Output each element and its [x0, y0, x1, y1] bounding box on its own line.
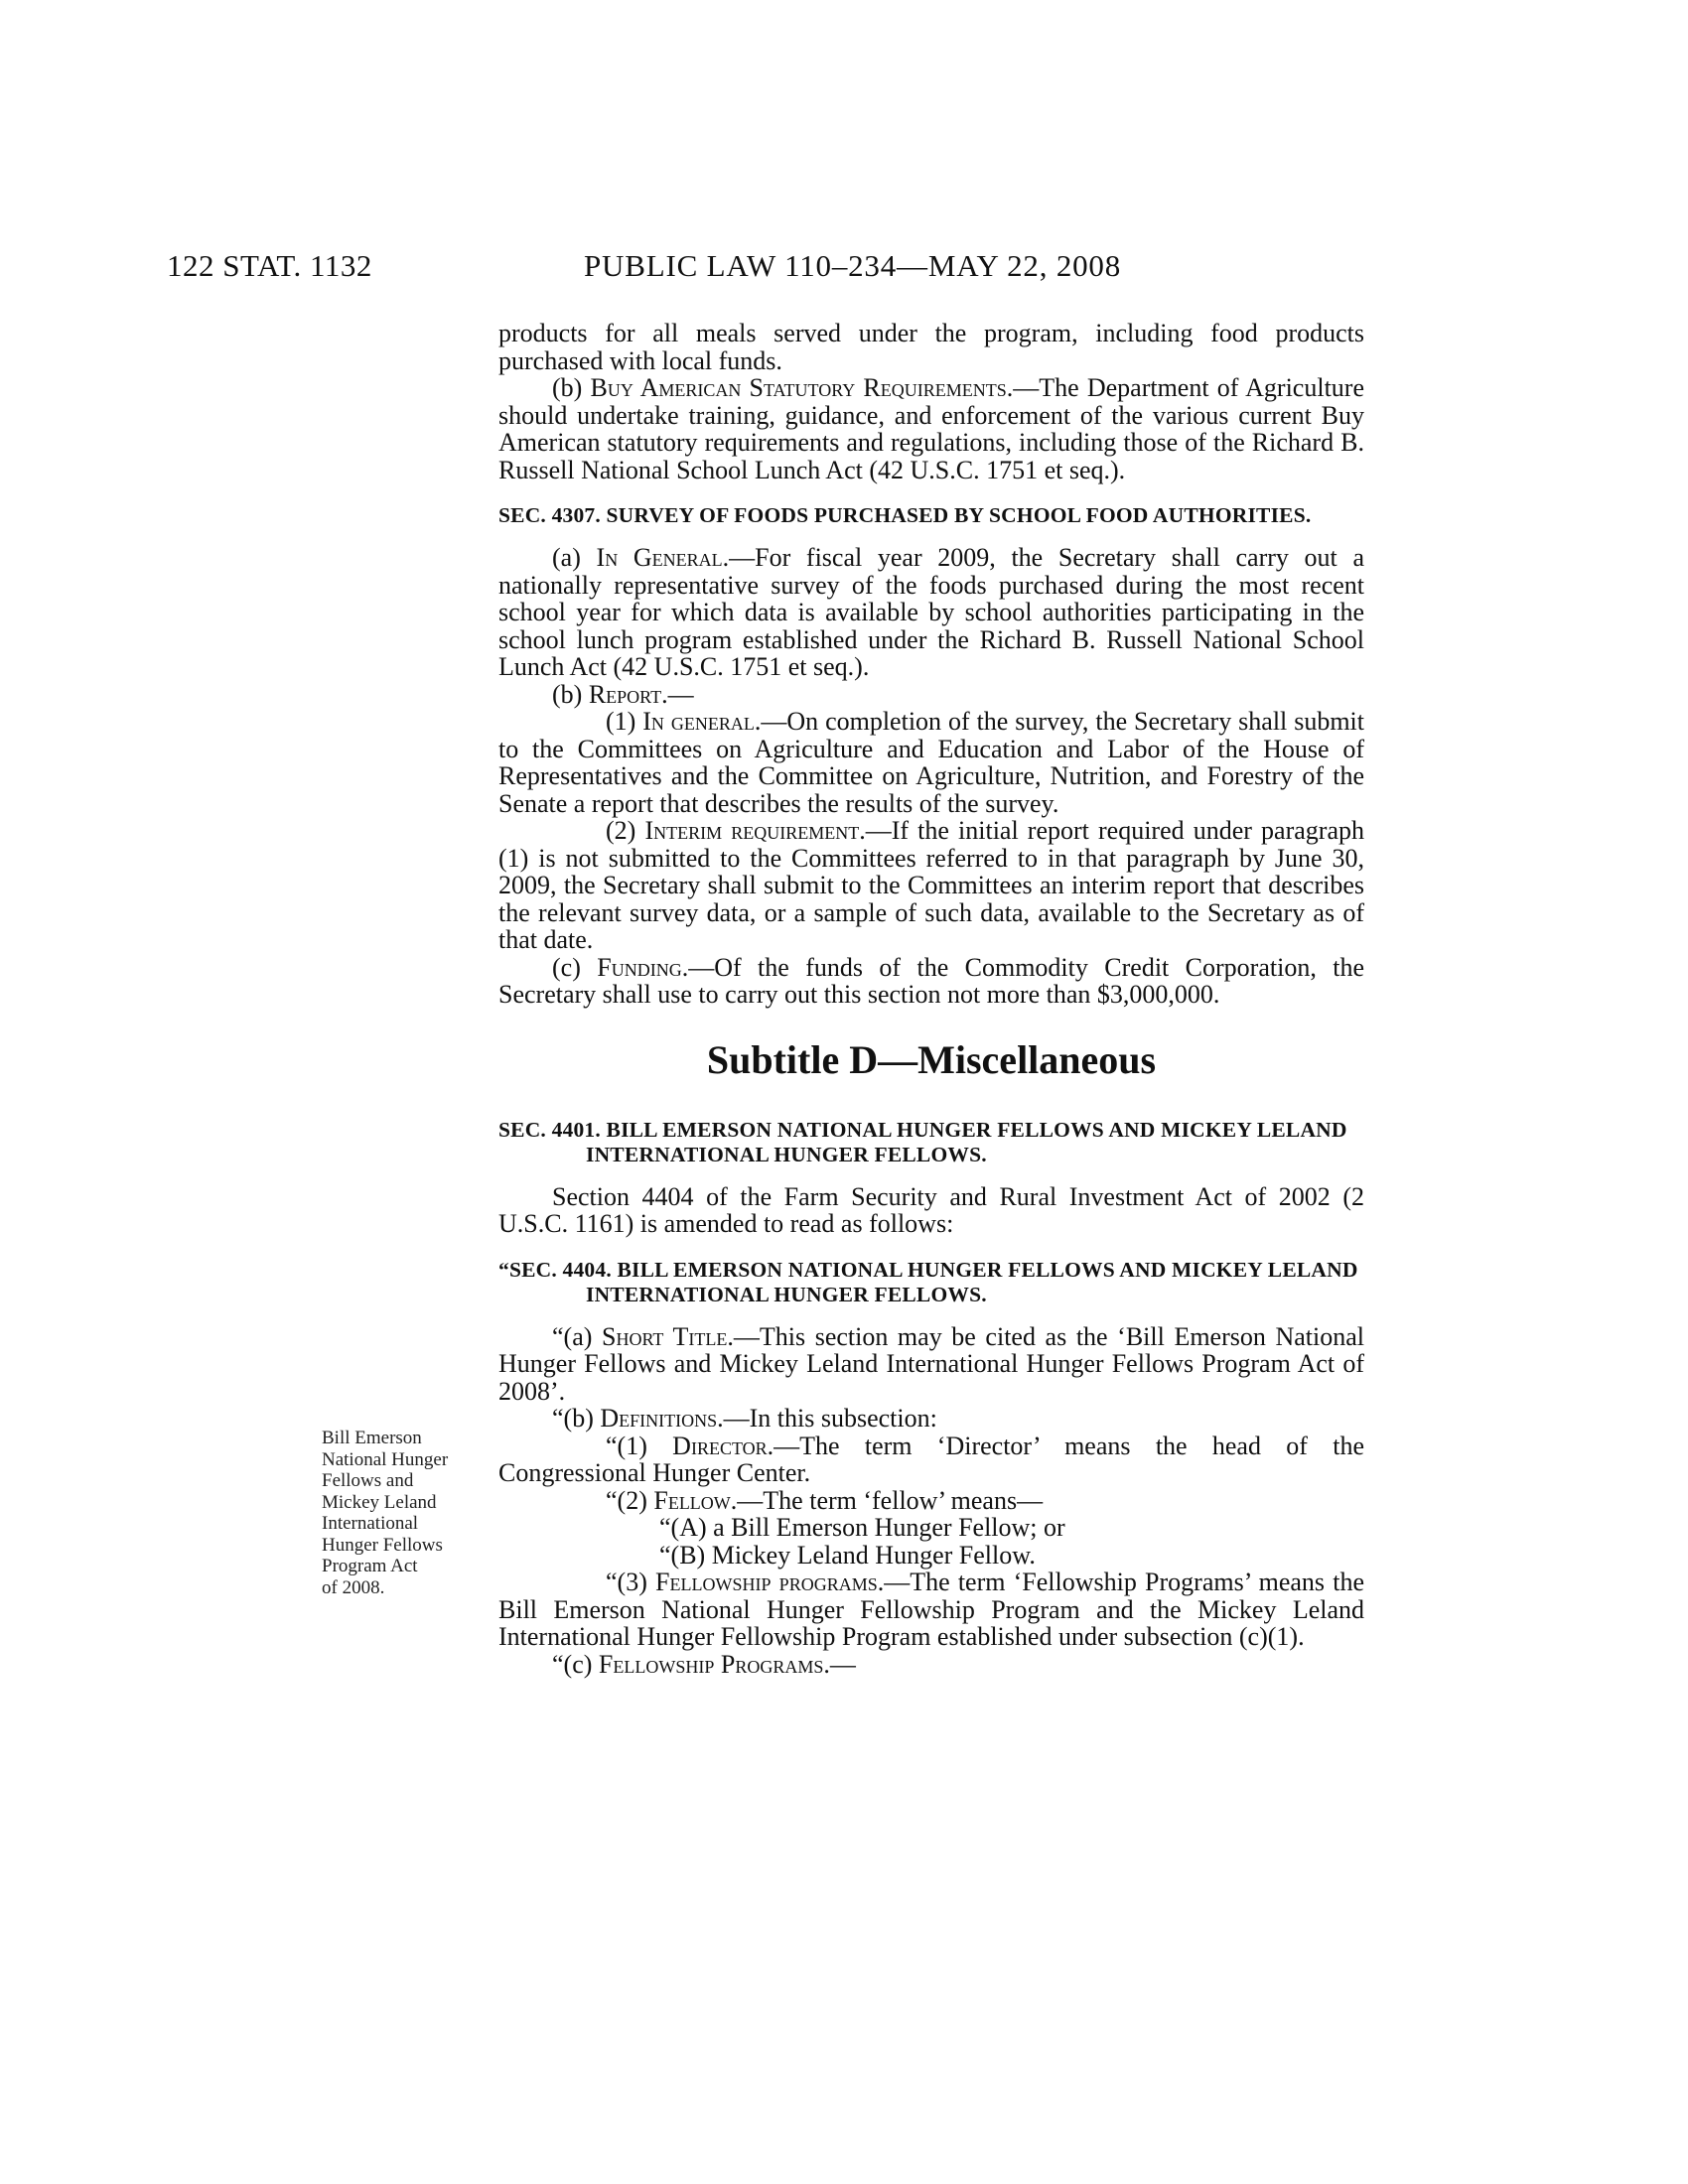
paragraph-heading: Definitions. [600, 1404, 724, 1433]
paragraph-fellow-a: “(A) a Bill Emerson Hunger Fellow; or [659, 1513, 1065, 1542]
margin-note-line: of 2008. [322, 1576, 385, 1598]
paragraph-definitions [498, 1405, 1364, 1433]
paragraph-body: —This section may be cited as the ‘Bill Emerson National Hunger Fellows and Mickey Leland International Hunger Fellows Program Act of 2008’. [498, 1321, 1364, 1406]
paragraph-heading: Fellow. [653, 1485, 738, 1515]
paragraph-body: —For fiscal year 2009, the Secretary shall carry out a nationally representative survey of the foods purchased during the most recent school year for which data is available by school authorities participating in the school lunch program established under the Richard B. Russell National School Lunch Act (42 U.S.C. 1751 et seq.). [498, 543, 1364, 681]
margin-note-line: Fellows and [322, 1470, 414, 1491]
paragraph-body: — [667, 679, 694, 709]
margin-note-line: Hunger Fellows [322, 1534, 443, 1556]
paragraph-body: —The term ‘fellow’ means— [737, 1485, 1044, 1515]
paragraph-funding [498, 954, 1364, 1009]
paragraph-label: “(a) [552, 1321, 602, 1351]
paragraph-interim-requirement [498, 817, 1364, 954]
body-text [498, 320, 1364, 1678]
margin-note-line: Mickey Leland [322, 1491, 437, 1513]
paragraph-fellow-b: “(B) Mickey Leland Hunger Fellow. [659, 1540, 1036, 1570]
paragraph-fellowship-programs [498, 1569, 1364, 1651]
paragraph-label: “(2) [606, 1485, 654, 1515]
section-heading-4404: “SEC. 4404. BILL EMERSON NATIONAL HUNGER FELLOWS AND MICKEY LELAND INTERNATIONAL HUNGER FELLOWS. [498, 1257, 1358, 1306]
paragraph-fellowship-programs-c [498, 1651, 1364, 1679]
paragraph-fellow [498, 1487, 1364, 1515]
paragraph-label: (a) [552, 543, 597, 572]
section-heading-4401: SEC. 4401. BILL EMERSON NATIONAL HUNGER FELLOWS AND MICKEY LELAND INTERNATIONAL HUNGER FELLOWS. [498, 1117, 1347, 1166]
paragraph-body: —The Department of Agriculture should undertake training, guidance, and enforcement of the various current Buy American statutory requirements and regulations, including those of the Richard B. Russell National School Lunch Act (42 U.S.C. 1751 et seq.). [498, 373, 1364, 484]
paragraph-body: —On completion of the survey, the Secretary shall submit to the Committees on Agriculture and Education and Labor of the House of Representatives and the Committee on Agriculture, Nutrition, and Forestry of the Senate a report that describes the results of the survey. [498, 707, 1364, 818]
stat-citation: 122 STAT. 1132 [167, 248, 372, 283]
margin-note-line: International [322, 1513, 419, 1534]
paragraph-heading: Fellowship programs. [655, 1568, 885, 1596]
paragraph-heading: Interim requirement. [644, 816, 866, 845]
margin-note [322, 1428, 481, 1598]
paragraph-label: (1) [606, 707, 643, 736]
paragraph-label: (b) [552, 679, 589, 709]
paragraph-heading: Director. [672, 1431, 774, 1460]
paragraph-short-title [498, 1323, 1364, 1406]
paragraph-heading: Short Title. [602, 1321, 734, 1351]
paragraph-report-in-general [498, 708, 1364, 817]
paragraph-body: — [829, 1649, 856, 1679]
paragraph-body: —Of the funds of the Commodity Credit Corporation, the Secretary shall use to carry out this section not more than $3,000,000. [498, 952, 1364, 1009]
paragraph-continuation: products for all meals served under the program, including food products purchased with local funds. [498, 319, 1364, 375]
subtitle-heading: Subtitle D—Miscellaneous [706, 1036, 1157, 1082]
paragraph-body: —The term ‘Fellowship Programs’ means the Bill Emerson National Hunger Fellowship Program and the Mickey Leland International Hunger Fellowship Program established under subsection (c)(1). [498, 1568, 1364, 1651]
paragraph-label: (b) [552, 373, 591, 402]
paragraph-label: (c) [552, 952, 598, 982]
paragraph-heading: In General. [596, 543, 730, 572]
paragraph-director [498, 1433, 1364, 1487]
paragraph-body: —The term ‘Director’ means the head of the Congressional Hunger Center. [498, 1431, 1364, 1487]
paragraph-label: (2) [606, 816, 645, 845]
public-law-title: PUBLIC LAW 110–234—MAY 22, 2008 [584, 248, 1122, 283]
paragraph-label: “(3) [606, 1568, 656, 1596]
margin-note-line: Bill Emerson [322, 1428, 422, 1448]
paragraph-heading: Funding. [597, 952, 689, 982]
paragraph-buy-american [498, 374, 1364, 483]
paragraph-heading: Report. [588, 679, 668, 709]
paragraph-report [498, 681, 1364, 709]
margin-note-line: Program Act [322, 1556, 418, 1576]
paragraph-body: —In this subsection: [723, 1404, 937, 1433]
paragraph-label: “(1) [606, 1431, 673, 1460]
paragraph-label: “(b) [552, 1404, 601, 1433]
paragraph-in-general [498, 544, 1364, 681]
paragraph-body: —If the initial report required under paragraph (1) is not submitted to the Committees referred to in that paragraph by June 30, 2009, the Secretary shall submit to the Committees an interim report that describes the relevant survey data, or a sample of such data, available to the Secretary as of that date. [498, 816, 1364, 954]
page-header [167, 248, 1209, 288]
paragraph-amendment: Section 4404 of the Farm Security and Rural Investment Act of 2002 (2 U.S.C. 1161) is amended to read as follows: [498, 1181, 1364, 1238]
paragraph-label: “(c) [552, 1649, 599, 1679]
paragraph-heading: Fellowship Programs. [598, 1649, 830, 1679]
paragraph-heading: Buy American Statutory Requirements. [590, 373, 1014, 402]
section-heading-4307: SEC. 4307. SURVEY OF FOODS PURCHASED BY SCHOOL FOOD AUTHORITIES. [498, 503, 1312, 527]
paragraph-heading: In general. [642, 707, 762, 736]
margin-note-line: National Hunger [322, 1448, 449, 1470]
